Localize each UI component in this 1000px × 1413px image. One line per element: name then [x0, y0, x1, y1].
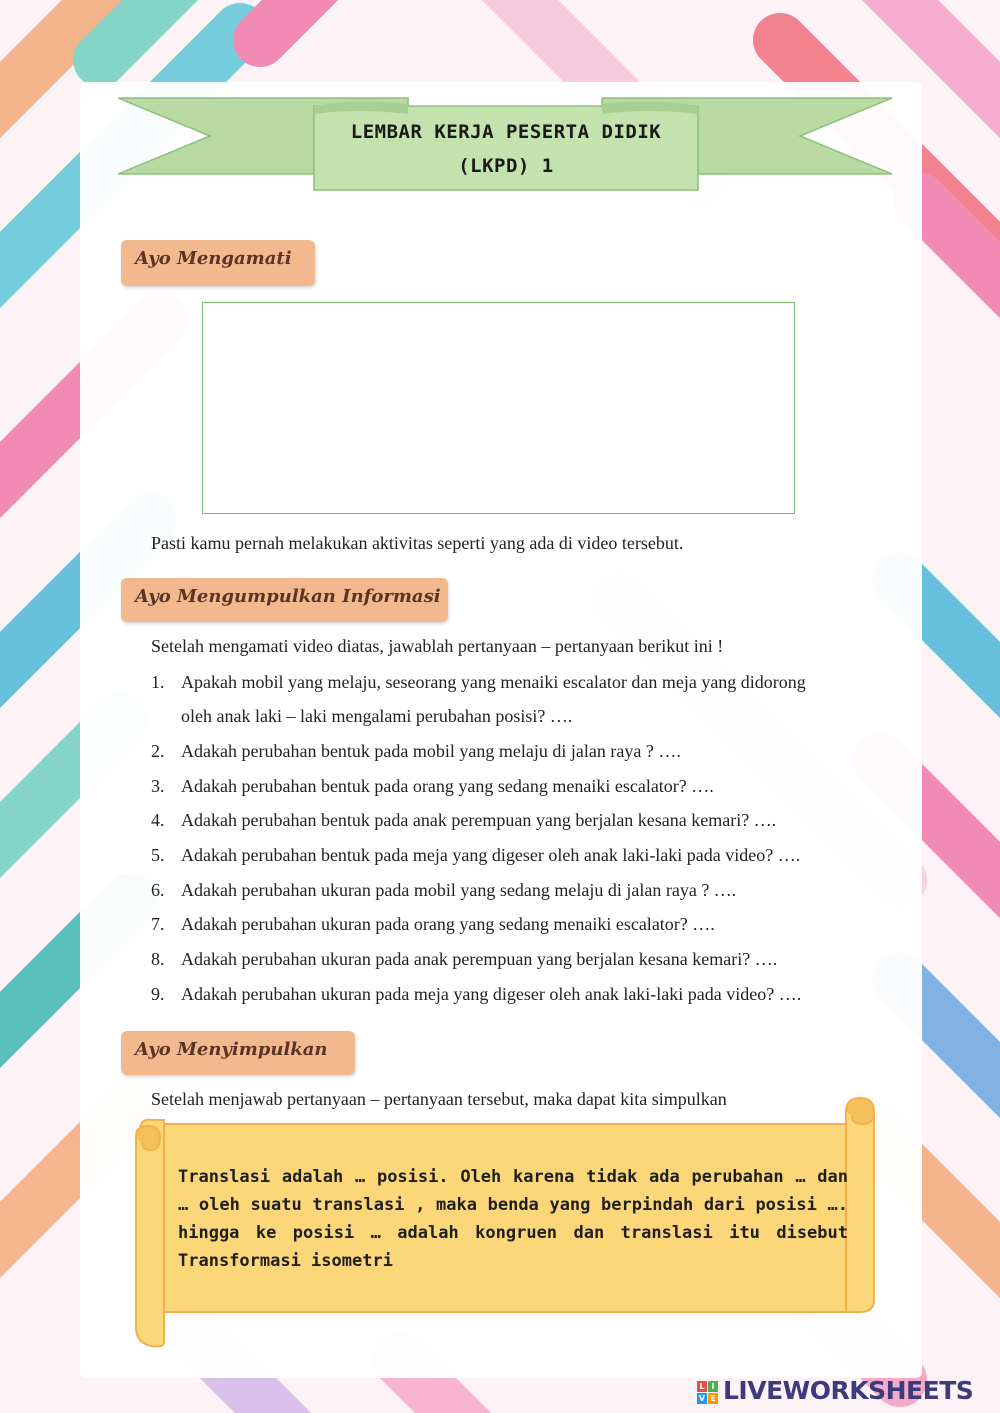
- badge-letter: V: [698, 1394, 706, 1403]
- liveworksheets-logo: [697, 1376, 993, 1410]
- section-tag-gather: [121, 578, 448, 622]
- question-number: 4.: [151, 810, 165, 830]
- liveworksheets-badge-icon: [697, 1381, 719, 1405]
- question-text: Adakah perubahan ukuran pada anak perempuan yang berjalan kesana kemari? ….: [181, 949, 778, 969]
- question-text-continued: oleh anak laki – laki mengalami perubahan posisi? ….: [181, 706, 573, 726]
- observe-caption: Pasti kamu pernah melakukan aktivitas seperti yang ada di video tersebut.: [151, 533, 684, 553]
- question-text: Adakah perubahan ukuran pada meja yang digeser oleh anak laki-laki pada video? ….: [181, 984, 802, 1004]
- question-number: 2.: [151, 741, 165, 761]
- section-tag-conclude: [121, 1031, 355, 1075]
- question-number: 8.: [151, 949, 165, 969]
- question-text: Adakah perubahan ukuran pada mobil yang sedang melaju di jalan raya ? ….: [181, 880, 737, 900]
- title-banner: [118, 94, 892, 194]
- question-text: Apakah mobil yang melaju, seseorang yang menaiki escalator dan meja yang didorong: [181, 672, 806, 692]
- worksheet-title: LEMBAR KERJA PESERTA DIDIK: [350, 121, 662, 143]
- section-label-observe: Ayo Mengamati: [135, 248, 292, 269]
- conclusion-text: Translasi adalah … posisi. Oleh karena tidak ada perubahan … dan … oleh suatu translasi , maka benda yang berpindah dari posisi …. hingga ke posisi … adalah kongruen dan translasi itu disebut Transformasi isometri: [178, 1167, 848, 1271]
- badge-letter: I: [708, 1381, 718, 1392]
- question-text: Adakah perubahan ukuran pada orang yang sedang menaiki escalator? ….: [181, 914, 715, 934]
- question-number: 9.: [151, 984, 165, 1004]
- worksheet-subtitle: (LKPD) 1: [458, 155, 554, 177]
- section-tag-observe: [121, 240, 315, 286]
- liveworksheets-brand: LIVEWORKSHEETS: [723, 1376, 974, 1405]
- question-text: Adakah perubahan bentuk pada meja yang digeser oleh anak laki-laki pada video? ….: [181, 845, 801, 865]
- question-number: 3.: [151, 776, 165, 796]
- question-text: Adakah perubahan bentuk pada orang yang sedang menaiki escalator? ….: [181, 776, 714, 796]
- badge-letter: L: [697, 1381, 707, 1392]
- question-number: 1.: [151, 672, 165, 692]
- section-label-gather: Ayo Mengumpulkan Informasi: [135, 586, 441, 607]
- badge-letter: E: [708, 1393, 718, 1404]
- question-text: Adakah perubahan bentuk pada mobil yang melaju di jalan raya ? ….: [181, 741, 681, 761]
- question-number: 7.: [151, 914, 165, 934]
- section-label-conclude: Ayo Menyimpulkan: [135, 1039, 328, 1060]
- video-embed-area[interactable]: [202, 302, 795, 514]
- question-text: Adakah perubahan bentuk pada anak perempuan yang berjalan kesana kemari? ….: [181, 810, 777, 830]
- conclude-intro: Setelah menjawab pertanyaan – pertanyaan tersebut, maka dapat kita simpulkan: [151, 1089, 727, 1109]
- question-number: 5.: [151, 845, 165, 865]
- gather-intro: Setelah mengamati video diatas, jawablah pertanyaan – pertanyaan berikut ini !: [151, 636, 724, 656]
- question-number: 6.: [151, 880, 165, 900]
